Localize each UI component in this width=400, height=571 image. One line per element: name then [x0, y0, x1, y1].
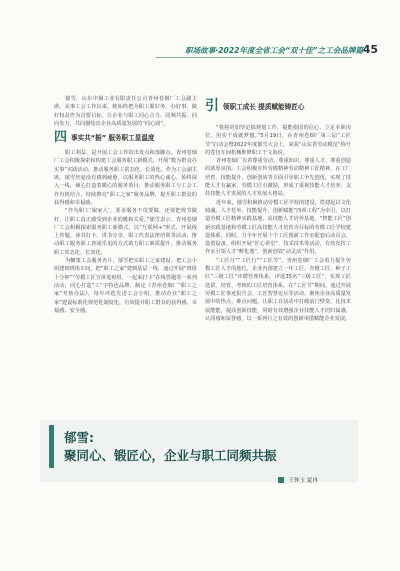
author-names: 王钟玉 夏冉	[288, 478, 318, 484]
paragraph: “作为职工‘娘家人’，要多服务不仅要做，还要把规节做好，让职工真正感受到企业的暖和关爱。”郁雪表示。青州卷烟厂工会积极探索服务职工新模式，以“互联网+”形式，开展线上答题、读书打卡、讲书分享、职工代表法律培训等活动，推动职工服务职工喜闻乐见的方式助力职工素质提升，推动服务职工常态化、长效化。	[54, 208, 197, 256]
left-column	[54, 95, 197, 315]
paragraph: “工匠月”“工匠行”“工匠节”，青州卷烟厂工会着力提升劳模工匠人才的地位，企业内部建立一年工匠、青檀工匠、种子工匠“三级工匠”评聘管理体系，评选35名“三级工匠”，实现工匠选拔、培育、考核的工匠培育体系。在“工匠节”期间，通过开展劳模工匠事迹报告会、工匠智慧论坛等活动，聚焦企业高质量发展中的热点、难点问题，让职工在活动中打破前门壁垒、比技术展能能，提高创新技能，同时有效增强企业技能人才的归属感，认同感和荣誉感，以一系列行之有效的创新举措赋能企业发展。	[205, 257, 351, 322]
paragraph: 职工利益，是开展工会工作的出发点和落脚点。青州卷烟厂工会积极探索和构建工会服务职工新模式，开展“数为群众办实事”实践活动，推动服务职工常态化、长效化。作为工会副主席，郁雪丝毫没有感到疲惫，以服务职工的热心诚心，始终深入一线，倾心打造着暖心的服务项目，推动服务职工与工会工作有机结合，持续擦亮“职工之家”服务品牌，提升职工群众的获得感和幸福感。	[54, 150, 197, 206]
paragraph: 为鞭策工会服务名片，郁雪把实职工之家建设、把工会小组建到班组车间，把“职工之家”建到基层一线，通过开展“班组十分钟”“劳模工匠宣讲进班组、一起来打卡”在线答题等一系列活动，同心打造“工”字特色品牌，制定《青州卷烟厂“职工之家”考核办法》，每年评选先进工会小组，推动企业“职工之家”建设标准化规范化制度化，有效提升职工群众的获得感、幸福感、安全感。	[54, 258, 197, 314]
byline	[278, 476, 318, 484]
section-mark: 四	[54, 130, 68, 146]
banner-accent-bar	[49, 425, 54, 468]
paragraph: 近年来，郁雪积极推动劳模工匠学校的建设，搭建起以文化铸魂、人才托举、技能提升、创新赋能“四项工程”为牵引，以打造劳模工匠精神实践基地、高技能人才培养基地、“智能工匠”创新实践基地和劳模工匠高技能人才培育为目标的劳模工匠学校建设体系。同时，力全年开展十个工匠创新工作室配套后动员会，设置设备、组织开展“匠心讲堂”，技术技术等活动，有效发挥工作室引领人才“孵化器”，创新创效“动灵活”作用。	[205, 199, 351, 256]
right-column	[205, 124, 351, 323]
header-title: 职场故事·2022年度全省工会“双十佳”之工会品牌篇	[185, 46, 364, 55]
section-heading	[205, 100, 355, 112]
section-title: 事实共“振” 服务职工显温度	[71, 134, 155, 143]
paragraph: “我将更加坚定搞规划工作，提能指国的信心、立足本职岗位，用实干成就梦想。”5月19日，在青州卷烟厂第三届“工匠节”启动会暨2022年度郁雪大会上，荣获“山东省劳动模范”称号的卷包车间机械维修职工于文海说。	[205, 125, 351, 156]
paragraph: 郁雪，山东中烟工业有限责任公司青州卷烟厂工会副主席。从事工会工作以来，她始终把为职工服好务、办好事、做好权益作为首要目标，让企业与职工同心合力、同频共振、同向发力，共同描绘出企业高质量发展的“同心圆”。	[54, 96, 197, 127]
banner-title: 聚同心、锻匠心，企业与职工同频共振	[64, 448, 277, 463]
author-icon	[278, 477, 284, 483]
banner-name: 郁雪:	[64, 430, 94, 445]
running-header	[156, 44, 378, 58]
page-number: 45	[362, 43, 378, 56]
section-mark: 引	[205, 98, 219, 114]
paragraph: 青州卷烟厂有着尊重劳动、尊重知识、尊重人才、尊重创造的浓厚氛围，工会积极宣传劳模精神劳动精神工匠精神，在工厂培育、技能提升、创新创效等方面引导职工争先创优，实现了技能人才有赢家、劳模工匠有激励，形成了重视技能人才培养、支持技能人才发展的人才发展大格局。	[205, 158, 351, 198]
section-heading	[54, 132, 197, 144]
header-rule	[156, 57, 352, 58]
section-title: 领职工成长 提质赋能铸匠心	[223, 103, 305, 111]
